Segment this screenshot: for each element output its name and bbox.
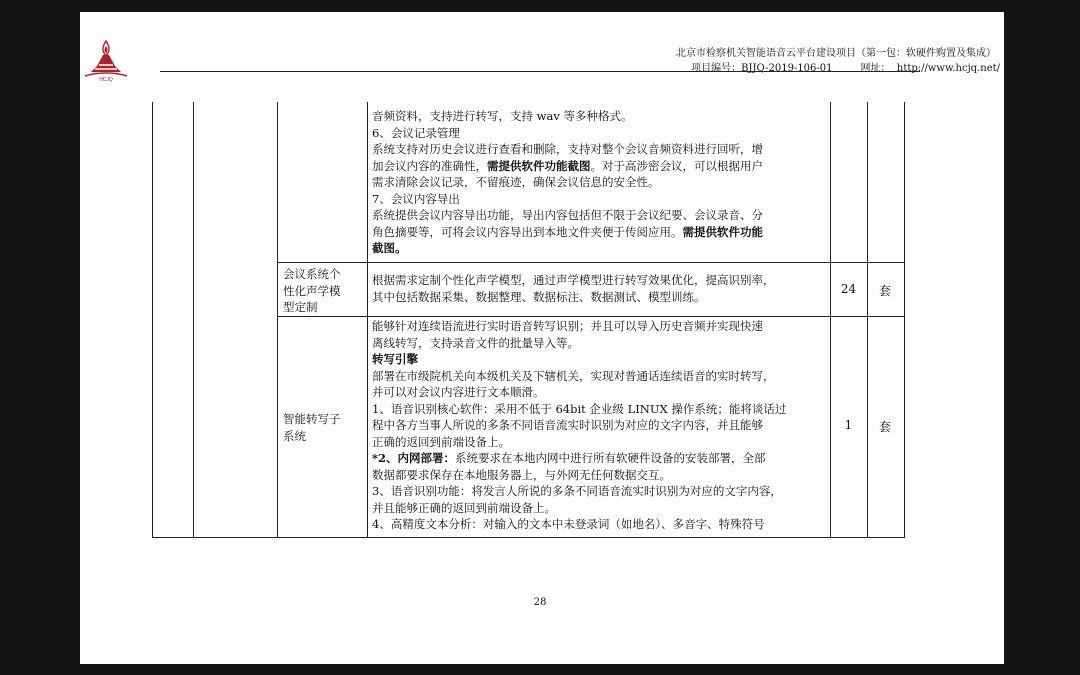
row-2-quantity: 24: [840, 282, 857, 296]
row-3-unit: 套: [878, 420, 891, 434]
desc-line: 3、语音识别功能：将发言人所说的多条不同语音流实时识别为对应的文字内容，: [372, 484, 782, 498]
svg-text:HCJQ: HCJQ: [99, 77, 113, 82]
desc-line: 音频资料，支持进行转写，支持 wav 等多种格式。: [372, 109, 633, 123]
desc-line: 能够针对连续语流进行实时语音转写识别；并且可以导入历史音频并实现快速: [372, 319, 763, 333]
row-3-description: [372, 318, 828, 533]
desc-line: 并且能够正确的返回到前端设备上。: [372, 500, 556, 515]
row-2-name: 会议系统个 性化声学模 型定制: [283, 267, 341, 314]
row-3-quantity: 1: [844, 418, 853, 432]
page-number: 28: [533, 597, 547, 608]
desc-line: 加会议内容的准确性，需提供软件功能截图。对于高涉密会议，可以根据用户: [372, 158, 763, 173]
desc-line: 需求清除会议记录，不留痕迹，确保会议信息的安全性。: [372, 175, 660, 189]
col-divider: [867, 102, 868, 537]
desc-line: 数据都要求保存在本地服务器上，与外网无任何数据交互。: [372, 467, 671, 482]
desc-line: 其中包括数据采集、数据整理、数据标注、数据测试、模型训练。: [372, 289, 706, 304]
website-label: 网址：: [860, 63, 891, 74]
row-2-description: [372, 272, 828, 305]
desc-line: 部署在市级院机关向本级机关及下辖机关，实现对普通话连续语音的实时转写，: [372, 368, 775, 383]
row-divider: [277, 262, 904, 263]
desc-line: 角色摘要等，可将会议内容导出到本地文件夹便于传阅应用。需提供软件功能: [372, 224, 763, 239]
hcjq-logo-icon: [83, 38, 129, 82]
header-rule: [160, 71, 920, 72]
desc-line: 离线转写，支持录音文件的批量导入等。: [372, 335, 579, 350]
col-divider: [367, 102, 368, 537]
col-divider: [277, 102, 278, 537]
desc-line: 系统提供会议内容导出功能，导出内容包括但不限于会议纪要、会议录音、分: [372, 208, 763, 222]
col-divider: [193, 102, 194, 537]
desc-line: 6、会议记录管理: [372, 125, 460, 140]
desc-line: 截图。: [372, 241, 407, 255]
document-header-title: 北京市检察机关智能语音云平台建设项目（第一包：软硬件购置及集成）: [676, 48, 996, 59]
desc-line: 程中各方当事人所说的多条不同语音流实时识别为对应的文字内容，并且能够: [372, 418, 763, 432]
desc-line: 正确的返回到前端设备上。: [372, 434, 510, 449]
desc-line: 并可以对会议内容进行文本顺滑。: [372, 385, 545, 399]
desc-line: *2、内网部署：系统要求在本地内网中进行所有软硬件设备的安装部署，全部: [372, 451, 766, 465]
row-1-description: [372, 108, 828, 257]
desc-line: 转写引擎: [372, 352, 418, 366]
website-url: http://www.hcjq.net/: [896, 63, 1000, 74]
row-divider: [277, 316, 904, 317]
desc-line: 1、语音识别核心软件：采用不低于 64bit 企业级 LINUX 操作系统；能将谈话过: [372, 401, 787, 416]
row-3-name: 智能转写子 系统: [283, 412, 341, 443]
row-2-unit: 套: [878, 284, 891, 298]
project-number: 项目编号：BJJQ-2019-106-01: [691, 63, 833, 74]
desc-line: 4、高精度文本分析：对输入的文本中未登录词（如地名）、多音字、特殊符号: [372, 517, 765, 531]
desc-line: 7、会议内容导出: [372, 191, 460, 206]
desc-line: 系统支持对历史会议进行查看和删除，支持对整个会议音频资料进行回听，增: [372, 142, 763, 156]
desc-line: 根据需求定制个性化声学模型，通过声学模型进行转写效果优化，提高识别率，: [372, 273, 775, 287]
col-divider: [830, 102, 831, 537]
